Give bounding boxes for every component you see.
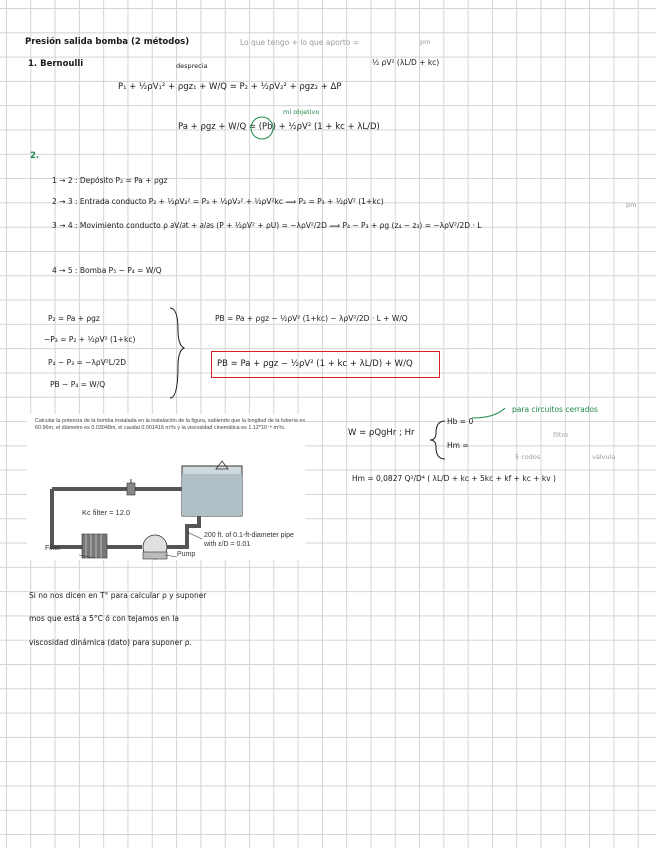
system-eq-3: P₄ − P₃ = −λρV²L/2D bbox=[48, 358, 127, 367]
page-title: Presión salida bomba (2 métodos) bbox=[25, 37, 190, 47]
hm-value: Hm = bbox=[447, 441, 469, 450]
method1-eq1: P₁ + ½ρV₁² + ρgz₁ + W/Q = P₂ + ½ρV₂² + ρgz₂ + ΔP bbox=[118, 82, 342, 92]
method1-dp-expr: ½ ρV² (λL/D + kc) bbox=[372, 58, 440, 67]
method1-green-note: mi objetivo bbox=[283, 108, 320, 116]
filter-label: Filter bbox=[45, 545, 61, 552]
method2-step3-unit: pm bbox=[626, 201, 637, 209]
method2-step2: 2 → 3 : Entrada conducto P₂ + ½ρV₂² = P₃ + ½ρV₃² + ½ρV²kc ⟹ P₂ = P₃ + ½ρV² (1+kc) bbox=[52, 197, 384, 206]
header-note-unit: pm bbox=[420, 38, 431, 46]
system-eq-4: PB − P₄ = W/Q bbox=[50, 380, 106, 389]
footer-line-1: Si no nos dicen en T° para calcular ρ y suponer bbox=[29, 591, 207, 600]
footer-line-3: viscosidad dinámica (dato) para suponer ρ. bbox=[29, 638, 192, 647]
system-eq-1: P₂ = Pa + ρgz bbox=[48, 314, 100, 323]
method1-eq2: Pa + ρgz + W/Q = (Pb) + ½ρV² (1 + kc + λL/D) bbox=[178, 122, 380, 132]
method2-step3: 3 → 4 : Movimiento conducto ρ ∂V/∂t + ∂/∂s (P + ½ρV² + ρU) = −λρV²/2D ⟹ P₄ − P₃ + ρg (z₄ − z₃) = −λρV²/2D · L bbox=[52, 221, 482, 230]
system-eq-2: −P₃ = P₂ + ½ρV² (1+kc) bbox=[44, 335, 136, 344]
kc-filter-label: Kc filter = 12.0 bbox=[82, 508, 131, 517]
filtro-label: filtro bbox=[553, 431, 568, 439]
valvula-label: válvula bbox=[592, 453, 616, 461]
footer-line-2: mos que está a 5°C ó con tejamos en la bbox=[29, 614, 179, 623]
codos-label: 5 codos bbox=[515, 453, 541, 461]
method2-step4: 4 → 5 : Bomba P₅ − P₄ = W/Q bbox=[52, 266, 162, 275]
header-note: Lo que tengo + lo que aporto = bbox=[240, 38, 360, 47]
pipe-label: 200 ft. of 0.1-ft-diameter pipe with ε/D = 0.01 bbox=[204, 532, 294, 548]
result-boxed-eq: PB = Pa + ρgz − ½ρV² (1 + kc + λL/D) + W/Q bbox=[217, 359, 413, 369]
method2-step1: 1 → 2 : Depósito P₂ = Pa + ρgz bbox=[52, 176, 168, 185]
power-eq: W = ρQgHr ; Hr bbox=[348, 428, 415, 438]
power-green-note: para circuitos cerrados bbox=[512, 405, 598, 414]
method1-despreciable: desprecia bbox=[176, 62, 208, 70]
result-eq: PB = Pa + ρgz − ½ρV² (1+kc) − λρV²/2D · L + W/Q bbox=[215, 314, 408, 323]
problem-text: Calcular la potencia de la bomba instalada en la instalación de la figura, sabiendo que la longitud de la tubería es 60.96m, el diámetro es 0.03048m, el caudal 0.001416 m³/s y la viscosidad cinemática es 1.12*10⁻⁶ m²/s. bbox=[35, 418, 306, 432]
hm-equation: Hm = 0,0827 Q²/D⁴ ( λL/D + kc + 5kc + kf + kc + kv ) bbox=[352, 474, 556, 483]
method2-label: 2. bbox=[30, 151, 40, 161]
method1-label: 1. Bernoulli bbox=[28, 59, 84, 69]
pump-label: Pump bbox=[177, 551, 196, 558]
hb-value: Hb = 0 bbox=[447, 417, 474, 426]
